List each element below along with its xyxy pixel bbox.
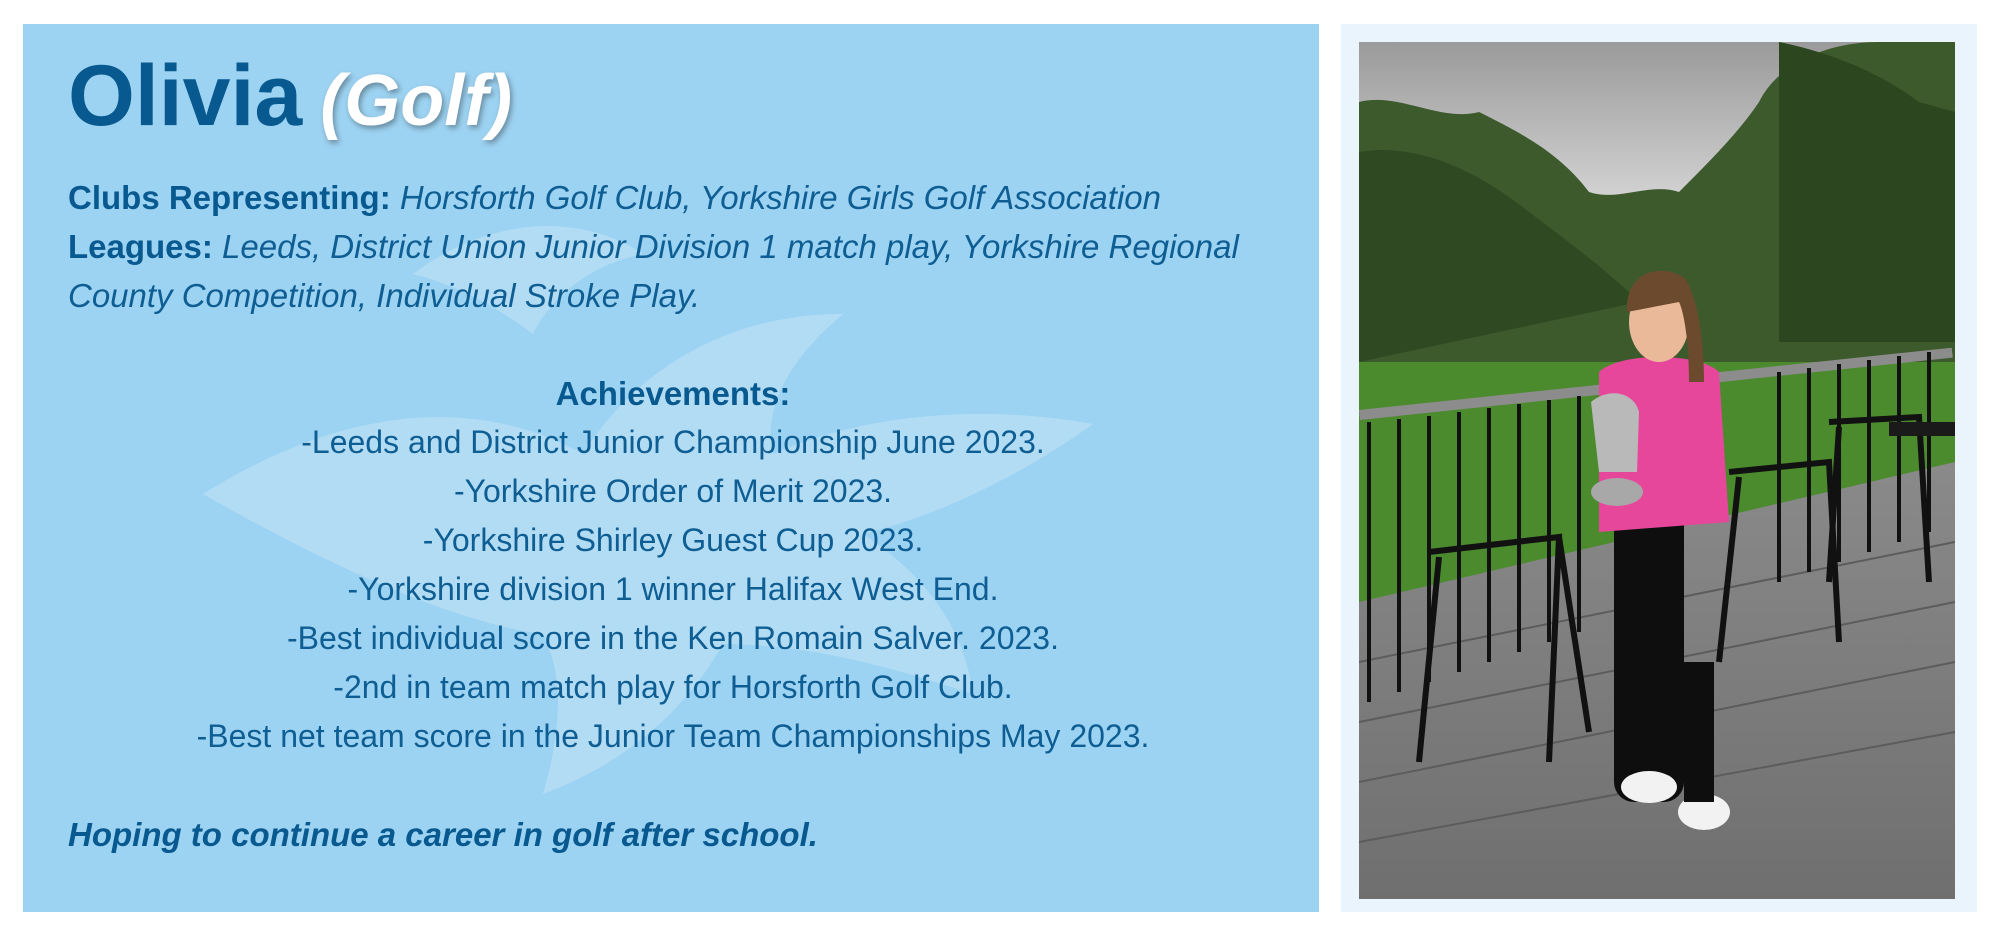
leagues-value: Leeds, District Union Junior Division 1 match play, Yorkshire Regional County Competition, Individual Stroke Play. — [68, 228, 1239, 314]
achievement-item: -Yorkshire Shirley Guest Cup 2023. — [422, 522, 924, 558]
achievements-heading: Achievements: — [555, 375, 791, 412]
clubs-label: Clubs Representing: — [68, 179, 391, 216]
achievement-item: -Best individual score in the Ken Romain Salver. 2023. — [287, 620, 1059, 656]
athlete-sport: (Golf) — [320, 61, 513, 141]
athlete-photo — [1359, 42, 1955, 899]
achievement-item: -Best net team score in the Junior Team Championships May 2023. — [196, 718, 1150, 754]
profile-content — [68, 46, 1278, 859]
page-title — [68, 46, 1278, 151]
achievement-item: -Yorkshire division 1 winner Halifax West End. — [347, 571, 999, 607]
clubs-value: Horsforth Golf Club, Yorkshire Girls Golf Association — [399, 179, 1161, 216]
athlete-info — [68, 173, 1278, 320]
achievement-item: -Yorkshire Order of Merit 2023. — [453, 473, 893, 509]
achievement-item: -Leeds and District Junior Championship June 2023. — [301, 424, 1045, 460]
clubs-line — [68, 173, 1278, 222]
leagues-label: Leagues: — [68, 228, 213, 265]
athlete-name: Olivia — [68, 48, 303, 144]
achievements-list — [68, 418, 1278, 761]
achievement-item: -2nd in team match play for Horsforth Golf Club. — [333, 669, 1013, 705]
closing-statement: Hoping to continue a career in golf after school. — [68, 816, 818, 853]
profile-panel — [23, 24, 1319, 912]
leagues-line — [68, 222, 1278, 320]
photo-frame — [1341, 24, 1977, 912]
